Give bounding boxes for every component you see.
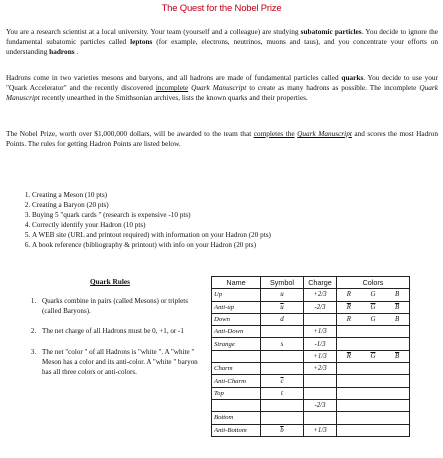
- quark-symbol-text: $\overline{b}$: [280, 426, 284, 434]
- intro-text-3: (for example, electrons, neutrinos, muons and taus), and you concentrate your efforts on understanding: [6, 37, 438, 57]
- hadrons-text-1: Hadrons come in two varieties mesons and baryons, and all hadrons are made of fundamental particles called: [6, 73, 342, 82]
- quark-symbol: [261, 313, 304, 325]
- table-row: [212, 350, 410, 362]
- quark-charge: [304, 412, 337, 424]
- table-row: [212, 313, 410, 325]
- hadrons-paragraph: [6, 73, 438, 104]
- quark-name: Up: [212, 289, 261, 301]
- quark-colors: [337, 399, 410, 411]
- color-label: G: [370, 291, 376, 299]
- quark-symbol-text: d: [280, 316, 284, 324]
- term-leptons: leptons: [130, 37, 153, 47]
- quark-charge: [304, 387, 337, 399]
- color-label: R: [346, 316, 351, 324]
- table-row: [212, 326, 410, 338]
- intro-text-2: . You decide to ignore the fundamental subatomic particles called: [6, 27, 438, 47]
- quark-name: Anti-up: [212, 301, 261, 313]
- intro-text-1: You are a research scientist at a local university. Your team (yourself and a colleague) are studying: [6, 27, 301, 36]
- quark-table: [211, 276, 410, 437]
- color-set: [337, 304, 409, 311]
- quark-charge: -2/3: [304, 399, 337, 411]
- quark-rule-item: 3. The net "color " of all Hadrons is "white ". A "white " Meson has a color and its anti-color. A "white " baryon has all three colors or anti-colors.: [38, 347, 208, 378]
- quark-charge: +2/3: [304, 289, 337, 301]
- hadron-points-rules: [6, 190, 271, 251]
- quark-symbol: [261, 412, 304, 424]
- quark-colors: [337, 424, 410, 436]
- quark-name: Strange: [212, 338, 261, 350]
- quark-colors: [337, 289, 410, 301]
- quark-rules-list: [20, 296, 208, 387]
- nobel-text-2: and scores the most Hadron Points. The rules for getting Hadron Points are listed below.: [6, 129, 438, 149]
- quark-charge: [304, 375, 337, 387]
- term-subatomic-particles: subatomic particles: [300, 27, 362, 36]
- color-set: [337, 353, 409, 360]
- quark-name: Charm: [212, 363, 261, 375]
- quark-manuscript-title-2: Quark Manuscript: [6, 83, 438, 103]
- intro-text-4: .: [74, 47, 79, 57]
- quark-name: Anti-Charm: [212, 375, 261, 387]
- nobel-paragraph: [6, 129, 438, 149]
- quark-colors: [337, 350, 410, 362]
- rule-item: 3. Buying 5 "quark cards " (research is expensive -10 pts): [32, 210, 271, 220]
- color-label: $\overline{B}$: [394, 352, 400, 360]
- quark-symbol-text: $\overline{c}$: [280, 377, 284, 385]
- quark-symbol: [261, 338, 304, 350]
- table-row: [212, 399, 410, 411]
- quark-manuscript-title-3: Quark Manuscript: [297, 129, 352, 138]
- rule-item: 2. Creating a Baryon (20 pts): [32, 200, 271, 210]
- quark-name: Anti-Bottom: [212, 424, 261, 436]
- quark-colors: [337, 387, 410, 399]
- header-symbol: Symbol: [261, 277, 304, 289]
- quark-rule-item: 1. Quarks combine in pairs (called Mesons) or triplets (called Baryons).: [38, 296, 208, 316]
- quark-symbol: [261, 375, 304, 387]
- quark-name: Anti-Down: [212, 326, 261, 338]
- quark-symbol: [261, 399, 304, 411]
- quark-symbol: [261, 350, 304, 362]
- rule-item: 6. A book reference (bibliography & printout) with info on your Hadron (20 pts): [32, 240, 271, 250]
- term-hadrons: hadrons: [49, 47, 75, 57]
- quark-name: Bottom: [212, 412, 261, 424]
- page-title: The Quest for the Nobel Prize: [161, 3, 282, 14]
- quark-charge: +1/3: [304, 326, 337, 338]
- table-row: [212, 387, 410, 399]
- quark-charge: -2/3: [304, 301, 337, 313]
- header-charge: Charge: [304, 277, 337, 289]
- quark-table-body: [212, 289, 410, 437]
- color-label: R: [346, 291, 351, 299]
- quark-symbol: [261, 387, 304, 399]
- quark-symbol: [261, 424, 304, 436]
- header-name: Name: [212, 277, 261, 289]
- quark-symbol: [261, 301, 304, 313]
- quark-charge: [304, 313, 337, 325]
- quark-name: [212, 350, 261, 362]
- term-completes: completes the: [253, 129, 295, 138]
- quark-name: [212, 399, 261, 411]
- quark-symbol: [261, 326, 304, 338]
- table-row: [212, 412, 410, 424]
- quark-symbol-text: s: [280, 340, 284, 348]
- quark-colors: [337, 338, 410, 350]
- quark-symbol-text: u: [280, 291, 284, 299]
- color-set: [337, 316, 409, 323]
- nobel-text-1: The Nobel Prize, worth over $1,000,000 dollars, will be awarded to the team that: [6, 129, 254, 138]
- color-label: $\overline{R}$: [346, 303, 351, 311]
- quark-name: Top: [212, 387, 261, 399]
- quark-charge: +1/3: [304, 350, 337, 362]
- color-set: [337, 291, 409, 298]
- quark-colors: [337, 375, 410, 387]
- quark-manuscript-title: Quark Manuscript: [191, 83, 247, 93]
- rule-item: 1. Creating a Meson (10 pts): [32, 190, 271, 200]
- color-label: B: [394, 291, 400, 299]
- quark-colors: [337, 313, 410, 325]
- table-row: [212, 289, 410, 301]
- table-row: [212, 363, 410, 375]
- table-row: [212, 338, 410, 350]
- quark-colors: [337, 301, 410, 313]
- term-incomplete: incomplete: [155, 83, 189, 93]
- quark-colors: [337, 326, 410, 338]
- quark-charge: +1/3: [304, 424, 337, 436]
- quark-symbol-text: t: [281, 389, 283, 397]
- color-label: B: [394, 316, 400, 324]
- quark-colors: [337, 412, 410, 424]
- rule-item: 4. Correctly identify your Hadron (10 pts): [32, 220, 271, 230]
- rule-item: 5. A WEB site (URL and printout required) with information on your Hadron (20 pts): [32, 230, 271, 240]
- quark-rules-heading: Quark Rules: [90, 277, 130, 286]
- color-label: $\overline{G}$: [370, 352, 376, 360]
- hadrons-text-3: to create as many hadrons as possible. The incomplete: [246, 83, 420, 93]
- hadrons-text-4: recently unearthed in the Smithsonian archives, lists the known quarks and their properties.: [39, 93, 308, 103]
- color-label: $\overline{R}$: [346, 352, 351, 360]
- quark-charge: -1/3: [304, 338, 337, 350]
- color-label: $\overline{G}$: [370, 303, 376, 311]
- quark-colors: [337, 363, 410, 375]
- hadrons-text-2: . You decide to use your "Quark Accelerator" and the recently discovered: [6, 73, 438, 93]
- quark-name: Down: [212, 313, 261, 325]
- quark-symbol: [261, 289, 304, 301]
- quark-symbol-text: $\overline{u}$: [280, 303, 284, 311]
- quark-table-header: [212, 277, 410, 289]
- table-row: [212, 424, 410, 436]
- header-colors: Colors: [337, 277, 410, 289]
- table-row: [212, 301, 410, 313]
- color-label: G: [370, 316, 376, 324]
- term-quarks: quarks: [341, 73, 364, 82]
- quark-rule-item: 2. The net charge of all Hadrons must be 0, +1, or -1: [38, 326, 208, 336]
- color-label: $\overline{B}$: [394, 303, 400, 311]
- quark-charge: +2/3: [304, 363, 337, 375]
- intro-paragraph: [6, 27, 438, 58]
- quark-symbol: [261, 363, 304, 375]
- table-row: [212, 375, 410, 387]
